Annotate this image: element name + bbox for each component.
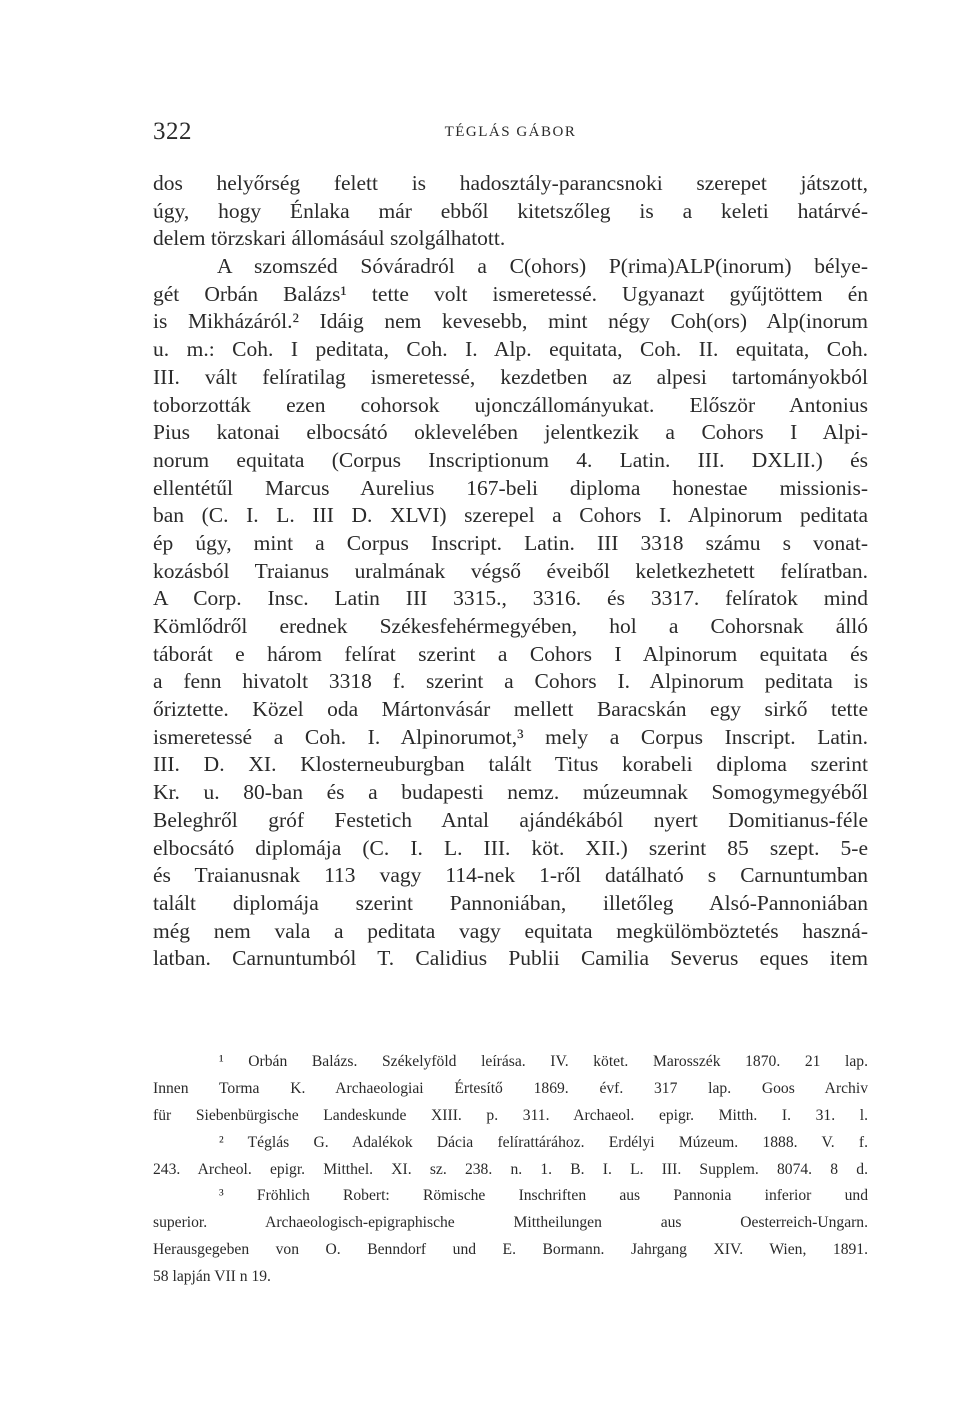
text-line: még nem vala a peditata vagy equitata megkülömböztetés haszná-	[153, 918, 868, 943]
text-line: Pius katonai elbocsátó oklevelében jelentkezik a Cohors I Alpi-	[153, 420, 868, 445]
page-header	[153, 118, 868, 152]
footnote-line: für Siebenbürgische Landeskunde XIII. p. 311. Archaeol. epigr. Mitth. I. 31. l.	[153, 1106, 868, 1124]
footnotes	[153, 1049, 868, 1291]
text-line: talált diplomája szerint Pannoniában, illetőleg Alsó-Pannoniában	[153, 890, 868, 915]
text-line: úgy, hogy Énlaka már ebből kitetszőleg is a keleti határvé-	[153, 198, 868, 223]
footnote-line: ³ Fröhlich Robert: Römische Inschriften aus Pannonia inferior und	[219, 1187, 868, 1205]
text-line: gét Orbán Balázs¹ tette volt ismeretessé. Ugyanazt gyűjtöttem én	[153, 281, 868, 306]
footnote-line: superior. Archaeologisch-epigraphische Mittheilungen aus Oesterreich-Ungarn.	[153, 1214, 868, 1232]
text-line: ban (C. I. L. III D. XLVI) szerepel a Cohors I. Alpinorum peditata	[153, 503, 868, 528]
text-line: Beleghről gróf Festetich Antal ajándékából nyert Domitianus-féle	[153, 807, 868, 832]
text-line: dos helyőrség felett is hadosztály-parancsnoki szerepet játszott,	[153, 171, 868, 195]
text-line: ellentétűl Marcus Aurelius 167-beli diploma honestae missionis-	[153, 475, 868, 500]
text-line: a fenn hivatolt 3318 f. szerint a Cohors I. Alpinorum peditata is	[153, 669, 868, 694]
text-line: u. m.: Coh. I peditata, Coh. I. Alp. equitata, Coh. II. equitata, Coh.	[153, 337, 868, 362]
footnote-line: ¹ Orbán Balázs. Székelyföld leírása. IV. kötet. Marosszék 1870. 21 lap.	[219, 1053, 868, 1070]
footnote-line: ² Téglás G. Adalékok Dácia felírattárához. Erdélyi Múzeum. 1888. V. f.	[219, 1133, 868, 1151]
text-line: norum equitata (Corpus Inscriptionum 4. Latin. III. DXLII.) és	[153, 447, 868, 472]
text-line: is Mikházáról.² Idáig nem kevesebb, mint négy Coh(ors) Alp(inorum	[153, 309, 868, 334]
text-line: ép úgy, mint a Corpus Inscript. Latin. III 3318 számu s vonat-	[153, 530, 868, 555]
text-line: elbocsátó diplomája (C. I. L. III. köt. XII.) szerint 85 szept. 5-e	[153, 835, 868, 860]
text-line: Kömlődről erednek Székesfehérmegyében, hol a Cohorsnak álló	[153, 614, 868, 638]
text-line: őriztette. Közel oda Mártonvásár mellett Baracskán egy sirkő tette	[153, 697, 868, 722]
text-line: latban. Carnuntumból T. Calidius Publii Camilia Severus eques item	[153, 946, 868, 971]
footnote-line: Innen Torma K. Archaeologiai Értesítő 1869. évf. 317 lap. Goos Archiv	[153, 1079, 868, 1097]
footnote-line: 243. Archeol. epigr. Mitthel. XI. sz. 238. n. 1. B. I. L. III. Supplem. 8074. 8 d.	[153, 1160, 868, 1178]
text-line: toborzották ezen cohorsok ujonczállományukat. Először Antonius	[153, 392, 868, 417]
footnote-line: Herausgegeben von O. Benndorf und E. Bormann. Jahrgang XIV. Wien, 1891.	[153, 1241, 868, 1259]
text-line: A szomszéd Sóváradról a C(ohors) P(rima)ALP(inorum) bélye-	[217, 254, 868, 279]
text-line: kozásból Traianus uralmának végső éveiből keletkezhetett felíratban.	[153, 558, 868, 583]
text-line: ismeretessé a Coh. I. Alpinorumot,³ mely a Corpus Inscript. Latin.	[153, 724, 868, 749]
footnote-line: 58 lapján VII n 19.	[153, 1268, 271, 1286]
text-line: Kr. u. 80-ban és a budapesti nemz. múzeumnak Somogymegyéből	[153, 780, 868, 805]
text-line: táborát e három felírat szerint a Cohors I Alpinorum equitata és	[153, 641, 868, 666]
text-line: III. D. XI. Klosterneuburgban talált Titus korabeli diploma szerint	[153, 752, 868, 777]
main-text	[153, 170, 868, 973]
running-head: TÉGLÁS GÁBOR	[444, 124, 577, 140]
text-line: III. vált felíratilag ismeretessé, kezdetben az alpesi tartományokból	[153, 364, 868, 389]
text-line: A Corp. Insc. Latin III 3315., 3316. és 3317. felíratok mind	[153, 586, 868, 611]
text-line: delem törzskari állomásául szolgálhatott.	[153, 226, 506, 251]
page-number: 322	[153, 118, 192, 145]
text-line: és Traianusnak 113 vagy 114-nek 1-ről datálható s Carnuntumban	[153, 863, 868, 888]
